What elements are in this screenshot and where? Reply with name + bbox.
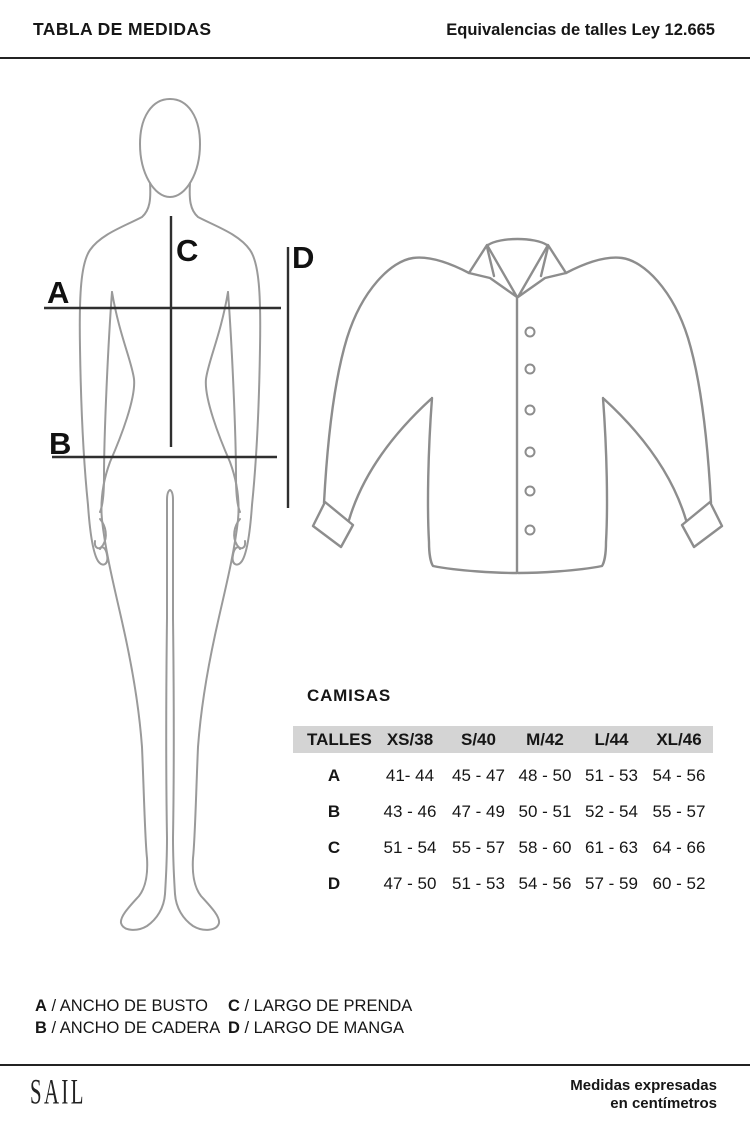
table-cell: 64 - 66 — [652, 838, 706, 857]
legend-key: A — [35, 997, 47, 1015]
table-cell: 51 - 53 — [585, 766, 638, 785]
table-cell: 47 - 49 — [452, 802, 505, 821]
table-row — [293, 758, 713, 794]
legend-text: / ANCHO DE BUSTO — [51, 997, 208, 1015]
table-cell: 55 - 57 — [652, 802, 706, 821]
row-label: D — [327, 874, 341, 893]
column-header: L/44 — [594, 729, 629, 749]
units-note-line1: Medidas expresadas — [570, 1077, 717, 1094]
body-left-half — [80, 183, 170, 930]
table-header-row — [293, 726, 713, 753]
legend-item-c — [228, 995, 412, 1017]
table-cell: 51 - 54 — [383, 838, 437, 857]
column-header: XS/38 — [386, 729, 434, 749]
footer-divider — [0, 1064, 750, 1066]
legend-text: / LARGO DE PRENDA — [244, 997, 413, 1015]
column-header: TALLES — [307, 729, 372, 749]
table-cell: 60 - 52 — [652, 874, 706, 893]
table-cell: 43 - 46 — [383, 802, 437, 821]
column-header: M/42 — [526, 729, 564, 749]
legend-key: B — [35, 1019, 47, 1037]
legend-text: / ANCHO DE CADERA — [51, 1019, 221, 1037]
measure-label-d: D — [292, 240, 315, 275]
row-label: A — [327, 766, 341, 785]
table-cell: 57 - 59 — [585, 874, 638, 893]
size-table — [293, 726, 713, 902]
units-note — [570, 1077, 717, 1113]
measure-label-a: A — [47, 275, 70, 310]
table-cell: 54 - 56 — [518, 874, 572, 893]
shirt-back-neckline — [488, 239, 547, 245]
row-label: B — [327, 802, 341, 821]
shirt-right-half — [518, 245, 722, 573]
shirt-illustration — [313, 239, 722, 573]
body-right-half — [170, 183, 260, 930]
table-cell: 41- 44 — [385, 766, 435, 785]
legend-item-a — [35, 995, 228, 1017]
table-cell: 50 - 51 — [518, 802, 572, 821]
units-note-line2: en centímetros — [610, 1095, 717, 1112]
table-cell: 45 - 47 — [452, 766, 505, 785]
table-cell: 47 - 50 — [383, 874, 437, 893]
table-cell: 52 - 54 — [585, 802, 638, 821]
table-title: CAMISAS — [307, 686, 391, 705]
page-subtitle: Equivalencias de talles Ley 12.665 — [446, 21, 715, 39]
table-cell: 51 - 53 — [452, 874, 505, 893]
table-row — [293, 794, 713, 830]
column-header: XL/46 — [656, 729, 702, 749]
table-cell: 54 - 56 — [652, 766, 706, 785]
measure-label-c: C — [176, 233, 199, 268]
legend-text: / LARGO DE MANGA — [244, 1019, 405, 1037]
brand-logo: SAIL — [30, 1072, 86, 1113]
table-cell: 58 - 60 — [518, 838, 572, 857]
legend-item-d — [228, 1017, 412, 1039]
measurement-legend — [35, 995, 412, 1039]
legend-item-b — [35, 1017, 228, 1039]
table-cell: 48 - 50 — [518, 766, 572, 785]
row-label: C — [327, 838, 341, 857]
column-header: S/40 — [461, 729, 496, 749]
page-title: TABLA DE MEDIDAS — [33, 19, 212, 39]
legend-key: C — [228, 997, 240, 1015]
legend-key: D — [228, 1019, 240, 1037]
table-cell: 61 - 63 — [585, 838, 638, 857]
shirt-left-half — [313, 245, 517, 573]
table-row — [293, 866, 713, 902]
table-row — [293, 830, 713, 866]
shirt-buttons — [526, 328, 535, 535]
measure-label-b: B — [49, 426, 72, 461]
table-cell: 55 - 57 — [452, 838, 505, 857]
